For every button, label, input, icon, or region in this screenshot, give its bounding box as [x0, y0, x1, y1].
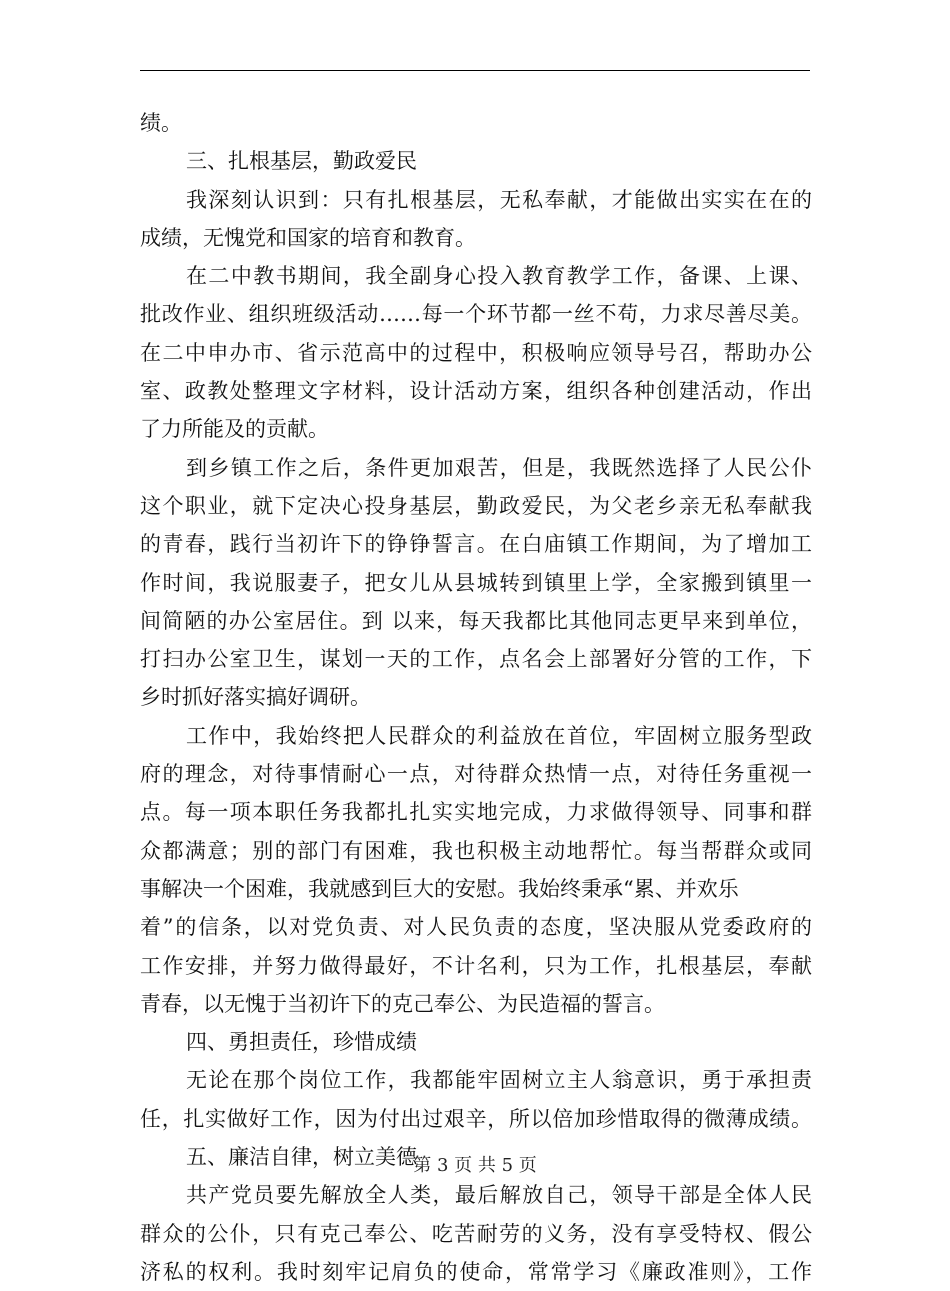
text-line: 这个职业，就下定决心投身基层，勤政爱民，为父老乡亲无私奉献我: [140, 493, 812, 518]
text-line: 无论在那个岗位工作，我都能牢固树立主人翁意识，勇于承担责: [186, 1068, 812, 1093]
text-line: 乡时抓好落实搞好调研。: [140, 685, 371, 710]
text-line: 五、廉洁自律，树立美德: [186, 1145, 417, 1170]
text-line: 任，扎实做好工作，因为付出过艰辛，所以倍加珍惜取得的微薄成绩。: [140, 1106, 812, 1131]
text-line: 在二中教书期间，我全副身心投入教育教学工作，备课、上课、: [186, 264, 812, 289]
text-line: 三、扎根基层，勤政爱民: [186, 149, 417, 174]
text-line: 作时间，我说服妻子，把女儿从县城转到镇里上学，全家搬到镇里一: [140, 570, 812, 595]
text-line: 点。每一项本职任务我都扎扎实实地完成，力求做得领导、同事和群: [140, 800, 812, 825]
text-line: 间简陋的办公室居住。到 以来，每天我都比其他同志更早来到单位，: [140, 608, 812, 633]
text-line: 在二中申办市、省示范高中的过程中，积极响应领导号召，帮助办公: [140, 340, 812, 365]
page-number: 第 3 页 共 5 页: [413, 1155, 537, 1176]
header-rule: [140, 70, 810, 71]
text-line: 到乡镇工作之后，条件更加艰苦，但是，我既然选择了人民公仆: [186, 455, 812, 480]
text-line: 青春，以无愧于当初许下的克己奉公、为民造福的誓言。: [140, 991, 665, 1016]
text-line: 众都满意；别的部门有困难，我也积极主动地帮忙。每当帮群众或同: [140, 838, 812, 863]
text-line: 成绩，无愧党和国家的培育和教育。: [140, 225, 476, 250]
text-line: 批改作业、组织班级活动……每一个环节都一丝不苟，力求尽善尽美。: [140, 302, 812, 327]
text-line: 共产党员要先解放全人类，最后解放自己，领导干部是全体人民: [186, 1183, 812, 1208]
text-line: 工作安排，并努力做得最好，不计名利，只为工作，扎根基层，奉献: [140, 953, 812, 978]
text-line: 打扫办公室卫生，谋划一天的工作，点名会上部署好分管的工作，下: [140, 647, 812, 672]
text-line: 事解决一个困难，我就感到巨大的安慰。我始终秉承“累、并欢乐: [140, 876, 739, 901]
text-line: 室、政教处整理文字材料，设计活动方案，组织各种创建活动，作出: [140, 379, 812, 404]
text-line: 四、勇担责任，珍惜成绩: [186, 1030, 417, 1055]
text-line: 绩。: [140, 111, 182, 135]
text-line: 我深刻认识到：只有扎根基层，无私奉献，才能做出实实在在的: [186, 187, 812, 212]
text-line: 工作中，我始终把人民群众的利益放在首位，牢固树立服务型政: [186, 723, 812, 748]
text-line: 济私的权利。我时刻牢记肩负的使命，常常学习《廉政准则》，工作: [140, 1259, 812, 1284]
text-lines: [140, 104, 812, 1291]
text-line: 的青春，践行当初许下的铮铮誓言。在白庙镇工作期间，为了增加工: [140, 532, 812, 557]
text-line: 了力所能及的贡献。: [140, 417, 329, 442]
document-body: [140, 104, 812, 1291]
text-line: 着”的信条，以对党负责、对人民负责的态度，坚决服从党委政府的: [140, 915, 812, 940]
text-line: 群众的公仆，只有克己奉公、吃苦耐劳的义务，没有享受特权、假公: [140, 1221, 812, 1246]
text-line: 府的理念，对待事情耐心一点，对待群众热情一点，对待任务重视一: [140, 762, 812, 787]
